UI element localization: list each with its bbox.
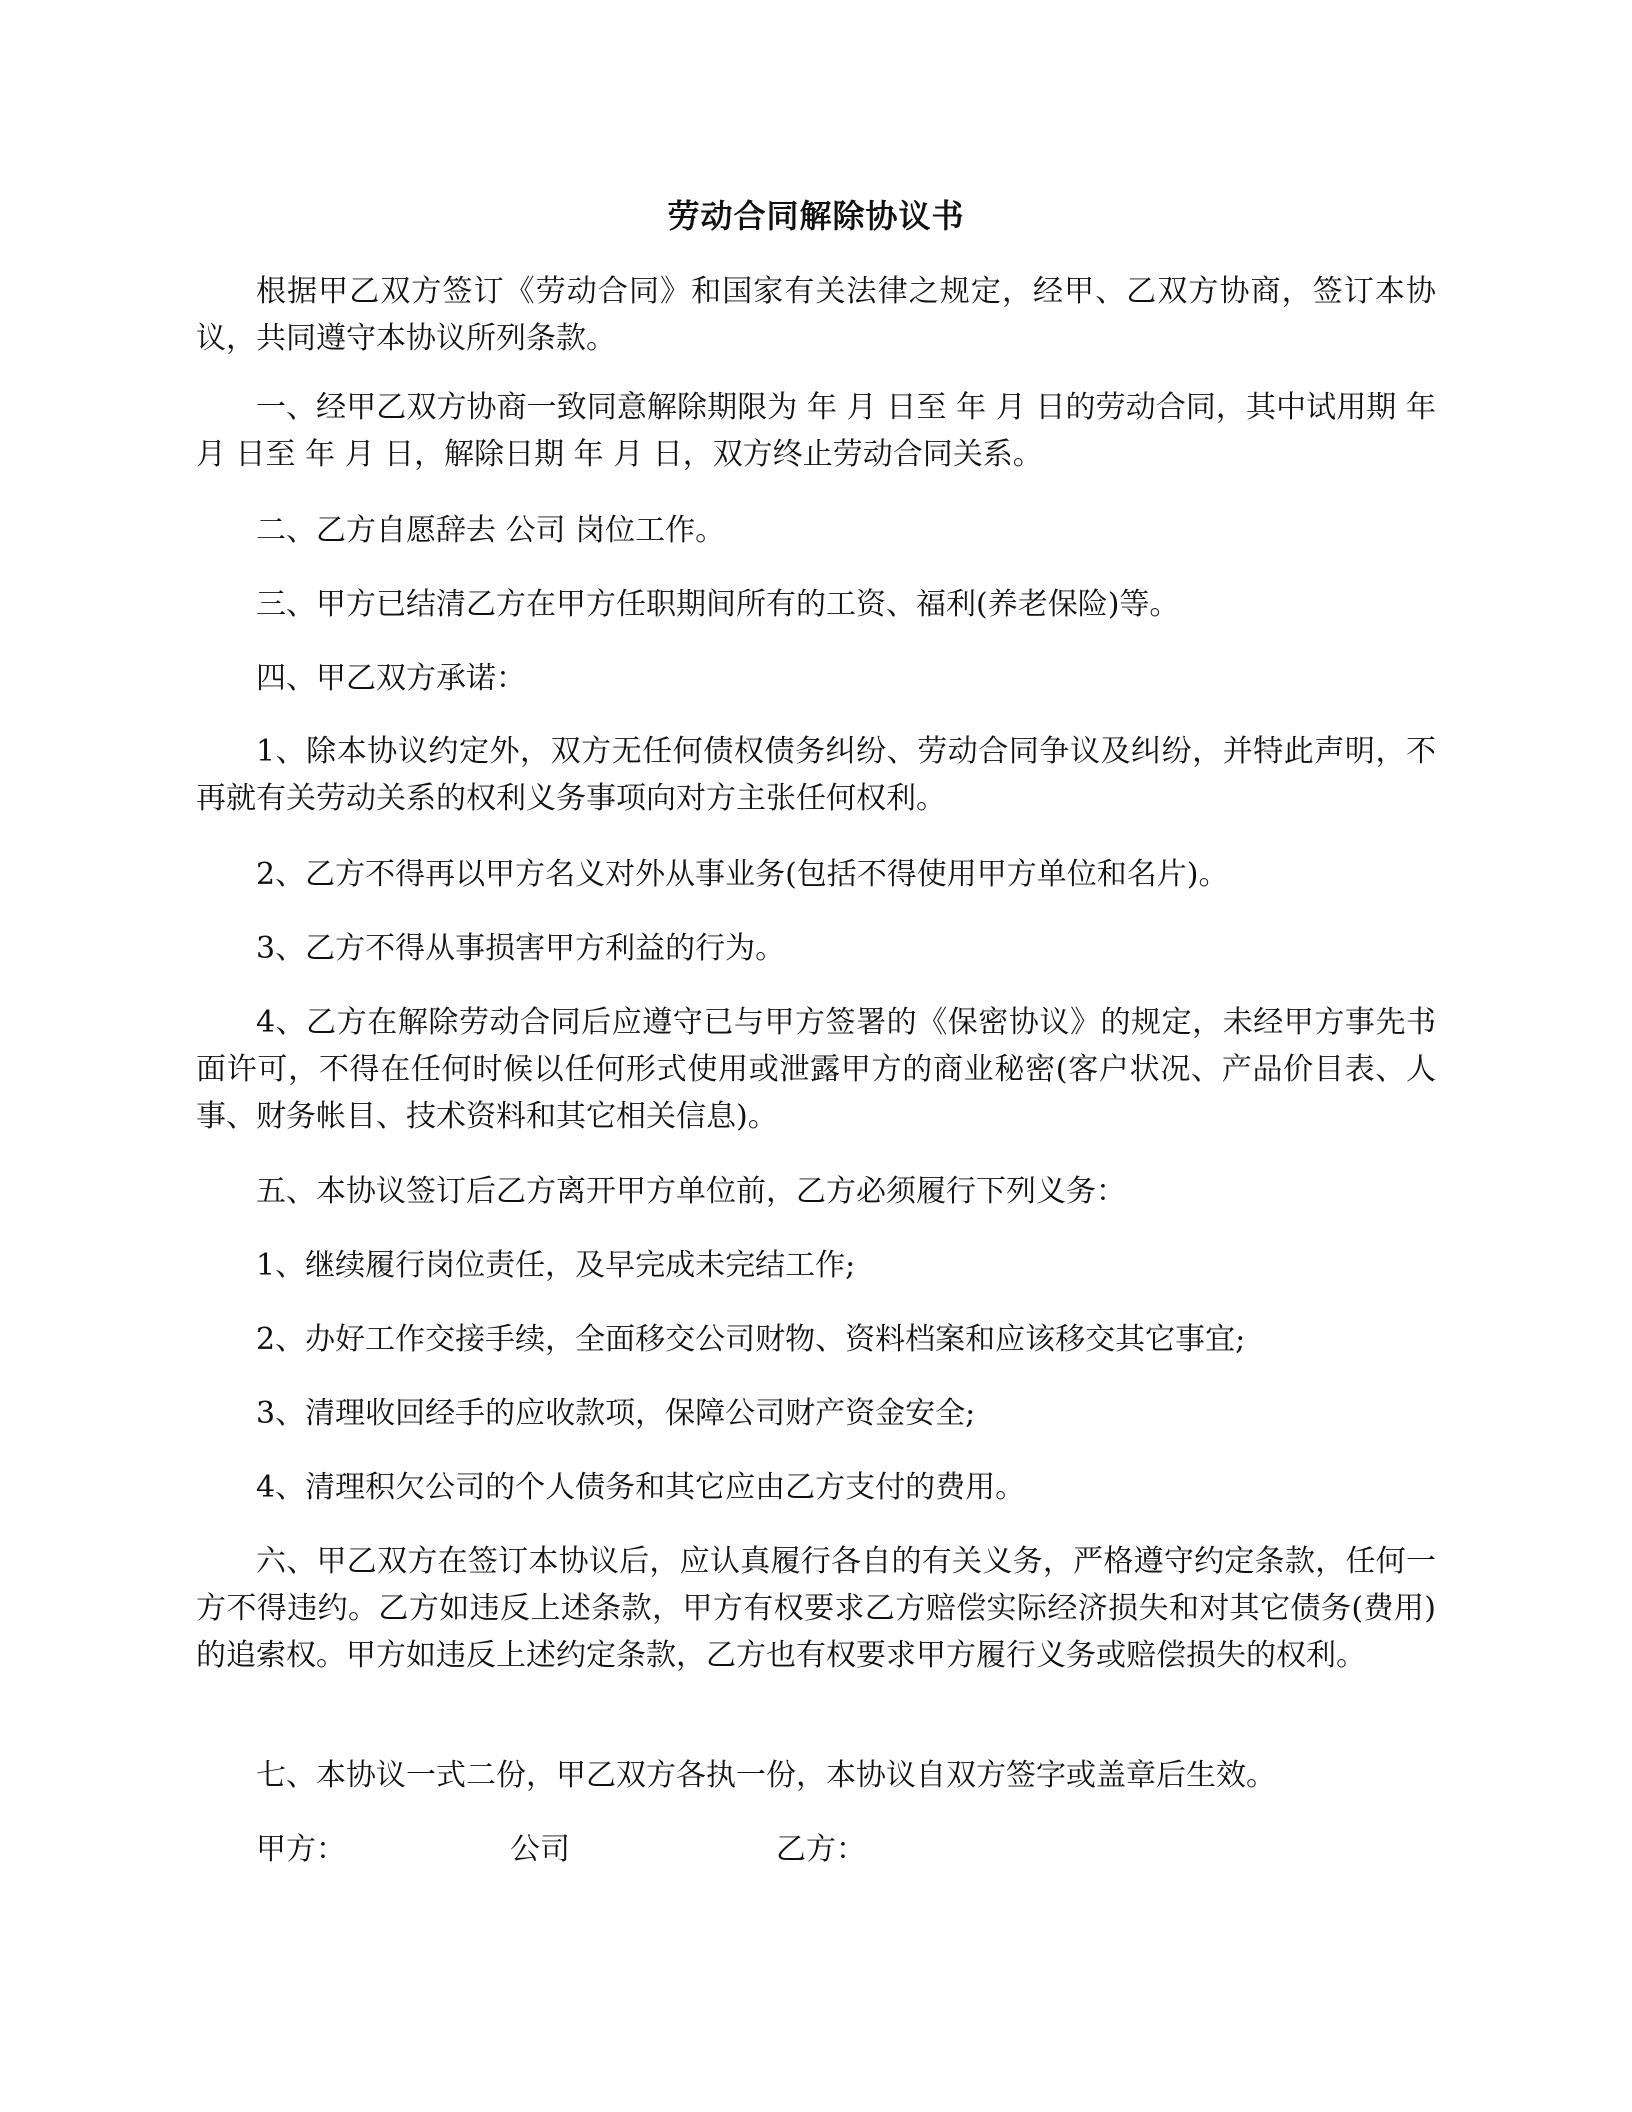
party-a-label: 甲方： <box>256 1832 346 1867</box>
paragraph-clause-1: 一、经甲乙双方协商一致同意解除期限为 年 月 日至 年 月 日的劳动合同，其中试用期 年 月 日至 年 月 日，解除日期 年 月 日，双方终止劳动合同关系。 <box>196 390 1436 472</box>
paragraph-clause-4-item-1: 1、除本协议约定外，双方无任何债权债务纠纷、劳动合同争议及纠纷，并特此声明，不再就有关劳动关系的权利义务事项向对方主张任何权利。 <box>196 734 1436 816</box>
document-title: 劳动合同解除协议书 <box>667 197 965 235</box>
party-b-label: 乙方： <box>776 1832 866 1867</box>
paragraph-clause-5-item-3: 3、清理收回经手的应收款项，保障公司财产资金安全; <box>256 1396 976 1431</box>
paragraph-clause-4-item-2: 2、乙方不得再以甲方名义对外从事业务(包括不得使用甲方单位和名片)。 <box>256 857 1229 892</box>
paragraph-preamble: 根据甲乙双方签订《劳动合同》和国家有关法律之规定，经甲、乙双方协商，签订本协议，共同遵守本协议所列条款。 <box>196 274 1436 356</box>
paragraph-clause-5-item-4: 4、清理积欠公司的个人债务和其它应由乙方支付的费用。 <box>256 1470 1026 1505</box>
paragraph-clause-5-item-2: 2、办好工作交接手续，全面移交公司财物、资料档案和应该移交其它事宜; <box>256 1322 1246 1357</box>
paragraph-clause-5-item-1: 1、继续履行岗位责任，及早完成未完结工作; <box>256 1248 856 1283</box>
paragraph-clause-4-item-4: 4、乙方在解除劳动合同后应遵守已与甲方签署的《保密协议》的规定，未经甲方事先书面许可，不得在任何时候以任何形式使用或泄露甲方的商业秘密(客户状况、产品价目表、人事、财务帐目、技术资料和其它相关信息)。 <box>196 1005 1436 1134</box>
signature-row <box>256 1826 1436 1876</box>
paragraph-clause-6: 六、甲乙双方在签订本协议后，应认真履行各自的有关义务，严格遵守约定条款，任何一方不得违约。乙方如违反上述条款，甲方有权要求乙方赔偿实际经济损失和对其它债务(费用)的追索权。甲方如违反上述约定条款，乙方也有权要求甲方履行义务或赔偿损失的权利。 <box>196 1544 1436 1673</box>
paragraph-clause-4: 四、甲乙双方承诺： <box>256 661 526 696</box>
paragraph-clause-2: 二、乙方自愿辞去 公司 岗位工作。 <box>256 513 726 548</box>
paragraph-clause-5: 五、本协议签订后乙方离开甲方单位前，乙方必须履行下列义务： <box>256 1174 1126 1209</box>
paragraph-clause-7: 七、本协议一式二份，甲乙双方各执一份，本协议自双方签字或盖章后生效。 <box>256 1758 1276 1793</box>
paragraph-clause-3: 三、甲方已结清乙方在甲方任职期间所有的工资、福利(养老保险)等。 <box>256 587 1180 622</box>
company-label: 公司 <box>510 1832 570 1867</box>
paragraph-clause-4-item-3: 3、乙方不得从事损害甲方利益的行为。 <box>256 931 786 966</box>
